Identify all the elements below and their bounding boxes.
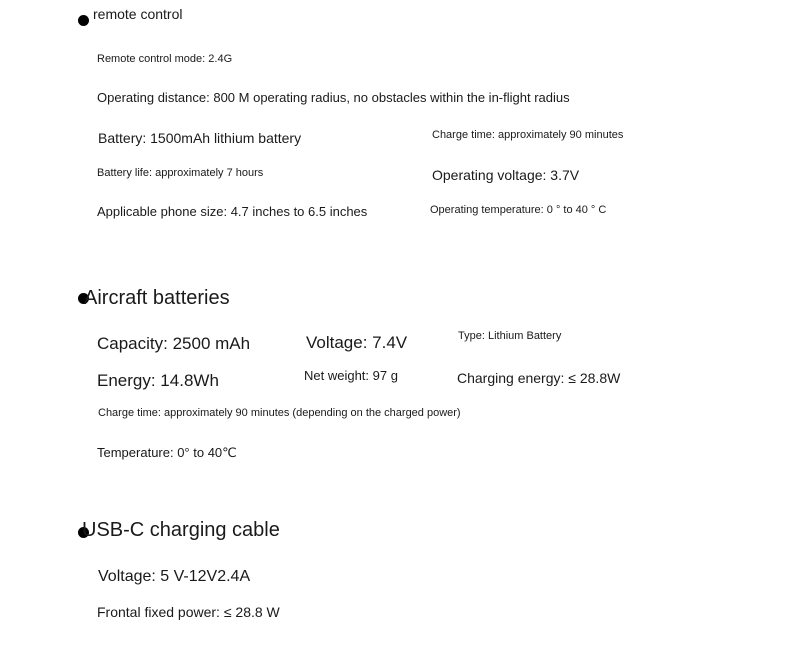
aircraft-charging-energy: Charging energy: ≤ 28.8W [457, 370, 621, 386]
aircraft-energy: Energy: 14.8Wh [97, 371, 219, 390]
aircraft-voltage: Voltage: 7.4V [306, 333, 408, 352]
remote-control-heading: remote control [93, 6, 183, 22]
remote-battery: Battery: 1500mAh lithium battery [98, 130, 302, 146]
remote-voltage: Operating voltage: 3.7V [432, 167, 580, 183]
aircraft-type: Type: Lithium Battery [458, 330, 562, 342]
bullet-icon [78, 15, 89, 26]
aircraft-charge-time: Charge time: approximately 90 minutes (depending on the charged power) [98, 407, 461, 419]
cable-voltage: Voltage: 5 V-12V2.4A [98, 568, 251, 585]
remote-battery-life: Battery life: approximately 7 hours [97, 167, 264, 179]
aircraft-capacity: Capacity: 2500 mAh [97, 334, 251, 353]
aircraft-net-weight: Net weight: 97 g [304, 368, 398, 383]
remote-mode: Remote control mode: 2.4G [97, 53, 233, 65]
remote-charge-time: Charge time: approximately 90 minutes [432, 129, 624, 141]
remote-phone-size: Applicable phone size: 4.7 inches to 6.5 inches [97, 204, 368, 219]
remote-distance: Operating distance: 800 M operating radius, no obstacles within the in-flight radius [97, 90, 570, 105]
usb-c-cable-heading: USB-C charging cable [82, 519, 280, 541]
cable-power: Frontal fixed power: ≤ 28.8 W [97, 604, 280, 620]
aircraft-batteries-heading: Aircraft batteries [84, 287, 230, 309]
remote-temperature: Operating temperature: 0 ° to 40 ° C [430, 204, 607, 216]
aircraft-temperature: Temperature: 0° to 40℃ [97, 445, 237, 460]
